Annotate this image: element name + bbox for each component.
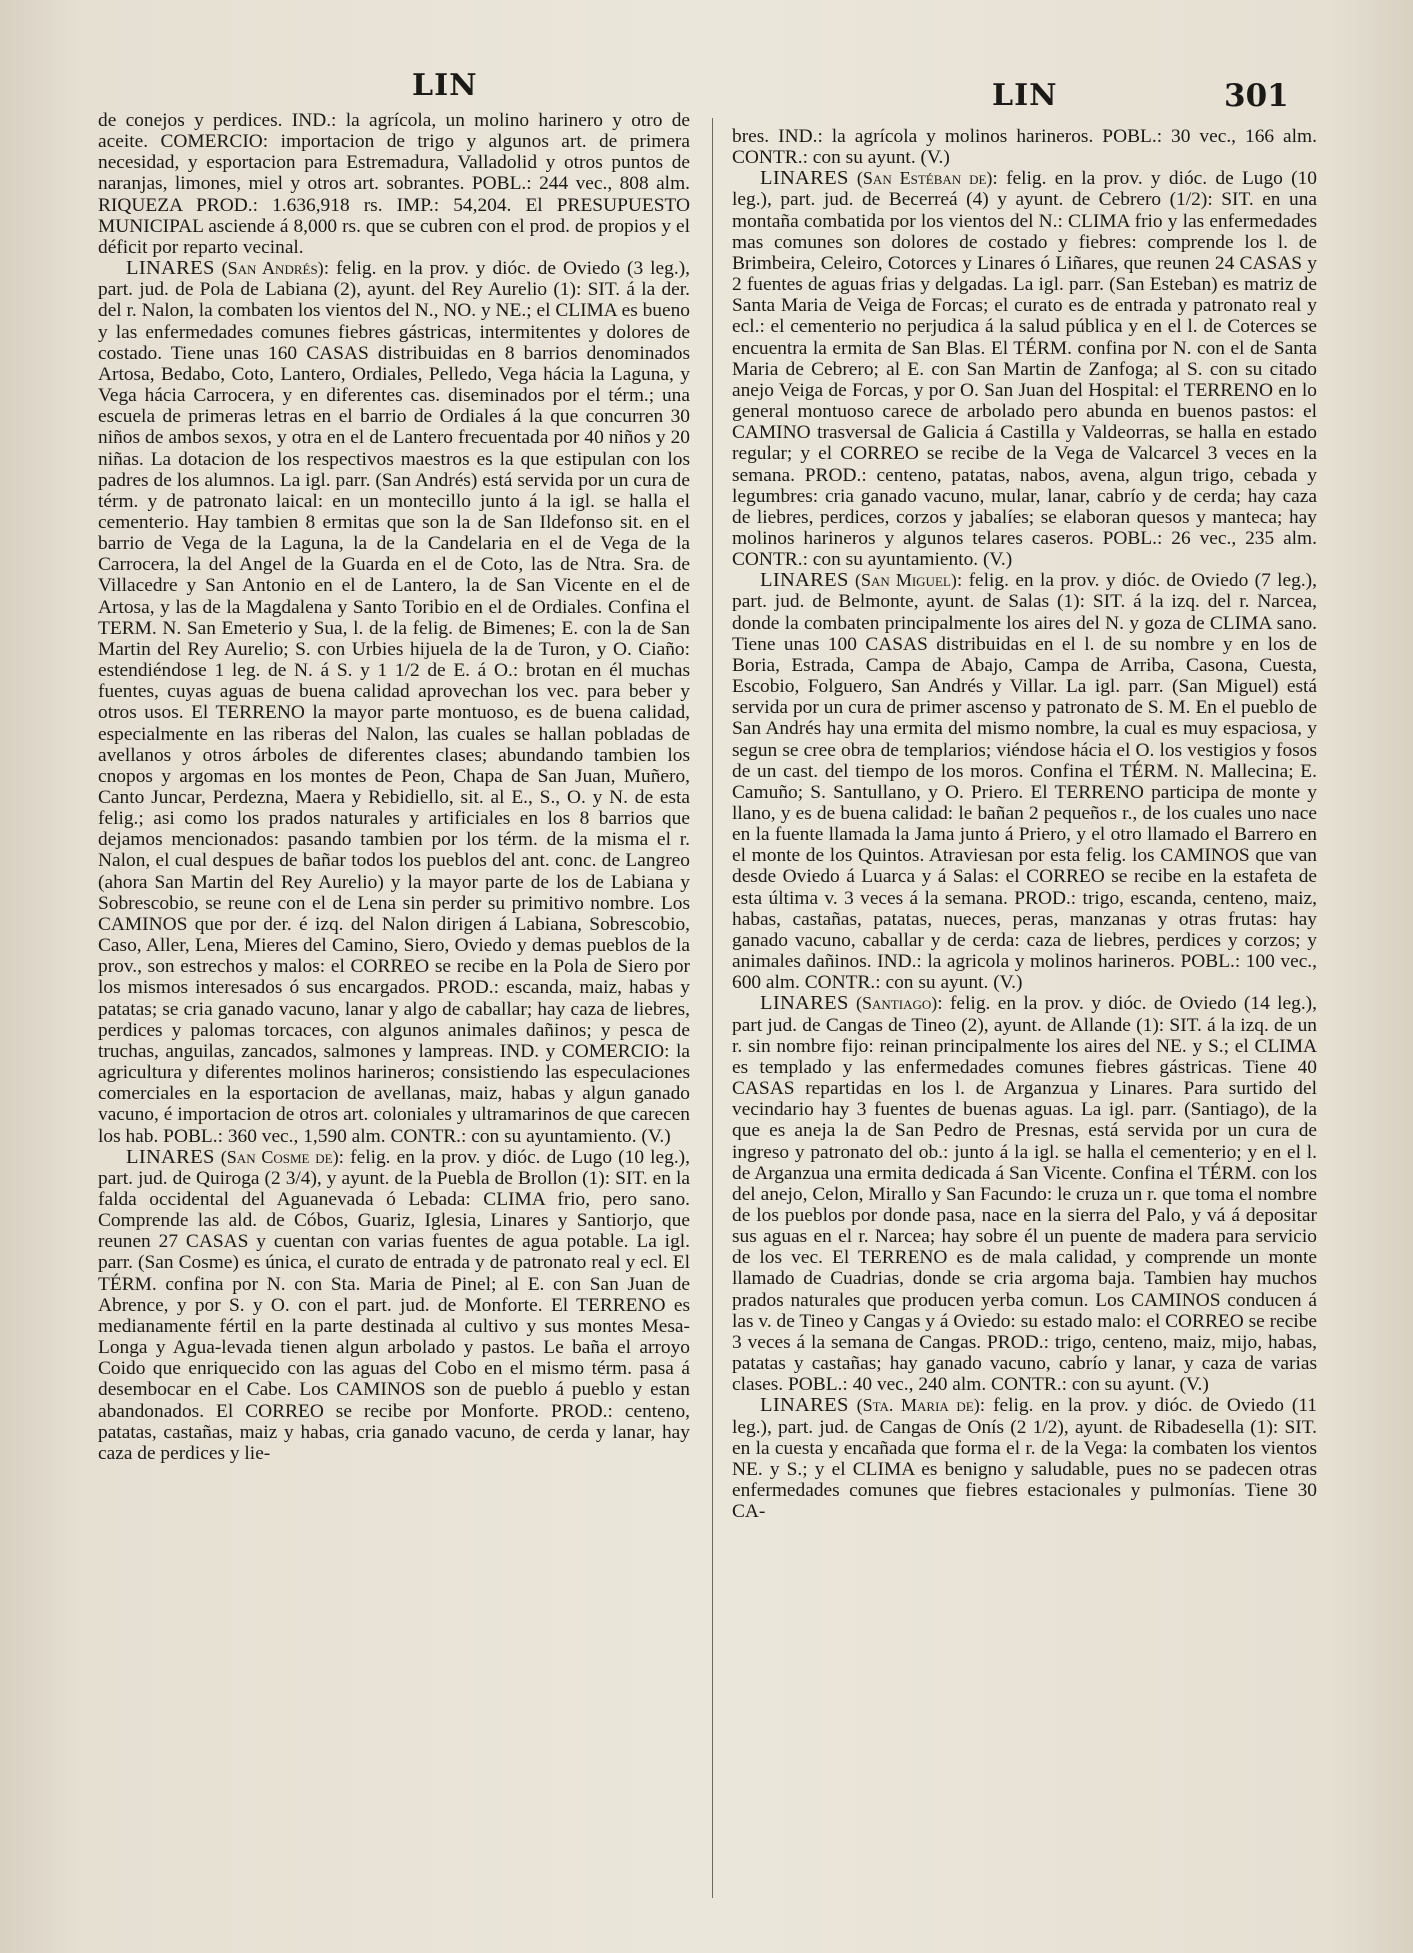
entry-subtitle: (San Miguel) [855,570,957,591]
entry-body: : felig. en la prov. y dióc. de Lugo (10 leg.), part. jud. de Quiroga (2 3/4), y ayunt. de la Puebla de Brollon (1): SIT. en la falda occidental del Aguanevada ó Lebada: CLIMA frio, pero sano. Comprende las ald. de Cóbos, Guariz, Iglesia, Linares y Santiorjo, que reunen 27 CASAS y cuentan con varias fuentes de agua potable. La igl. parr. (San Cosme) es única, el curato de entrada y de patronato real y ecl. El TÉRM. confina por N. con Sta. Maria de Pinel; al E. con San Juan de Abrence, y por S. y O. con el part. jud. de Monforte. El TERRENO es medianamente fértil en la parte destinada al cultivo y sus montes Mesa-Longa y Agua-levada tienen algun arbolado y pastos. Le baña el arroyo Coido que enriquecido con las aguas del Cobo en el mismo térm. pasa á desembocar en el Cabe. Los CAMINOS son de pueblo á pueblo y estan abandonados. El CORREO se recibe por Monforte. PROD.: centeno, patatas, castañas, maiz y habas, cria ganado vacuno, de cerda y lanar, hay caza de perdices y lie- [98,1146,690,1464]
right-running-head: LIN [992,78,1058,113]
entry-body: : felig. en la prov. y dióc. de Lugo (10 leg.), part. jud. de Becerreá (4) y ayunt. de Cebrero (1/2): SIT. en una montaña combatida por los vientos del N.: CLIMA frio y las enfermedades mas comunes son dolores de costado y fiebres: comprende los l. de Brimbeira, Celeiro, Cotorces y Linares ó Liñares, que reunen 24 CASAS y 2 fuentes de aguas frias y delgadas. La igl. parr. (San Esteban) es matriz de Santa Maria de Veiga de Forcas; el curato es de entrada y patronato real y ecl.: el cementerio no perjudica á la salud pública y en el l. de Coterces se encuentra la ermita de San Blas. El TÉRM. confina por N. con el de Santa Maria de Cebrero; al E. con San Martin de Zanfoga; al S. con su citado anejo Veiga de Forcas, y por O. San Juan del Hospital: el TERRENO en lo general montuoso carece de arbolado pero abunda en buenos pastos: el CAMINO trasversal de Galicia á Castilla y Valdeorras, se halla en estado regular; y el CORREO se recibe de la Vega de Valcarcel 3 veces en la semana. PROD.: centeno, patatas, nabos, avena, algun trigo, cebada y legumbres: cria ganado vacuno, mular, lanar, cabrío y de cerda; hay caza de liebres, perdices, corzos y jabalíes; se elaboran quesos y manteca; hay molinos harineros y algunos telares caseros. POBL.: 26 vec., 235 alm. CONTR.: con su ayuntamiento. (V.) [732,168,1317,571]
left-continuation: de conejos y perdices. IND.: la agrícola, un molino harinero y otro de aceite. COMERCIO: importacion de trigo y algunos art. de primera necesidad, y esportacion para Estremadura, Valladolid y otros puntos de naranjas, limones, miel y otros art. sobrantes. POBL.: 244 vec., 808 alm. RIQUEZA PROD.: 1.636,918 rs. IMP.: 54,204. El PRESUPUESTO MUNICIPAL asciende á 8,000 rs. que se cubren con el prod. de propios y el déficit por reparto vecinal. [98,110,690,258]
entry-body: : felig. en la prov. y dióc. de Oviedo (3 leg.), part. jud. de Pola de Labiana (2), ayunt. del Rey Aurelio (1): SIT. á la der. del r. Nalon, la combaten los vientos del N., NO. y NE.; el CLIMA es bueno y las enfermedades comunes fiebres gástricas, intermitentes y dolores de costado. Tiene unas 160 CASAS distribuidas en 8 barrios denominados Artosa, Bedabo, Coto, Lantero, Ordiales, Pelledo, Vega hácia la Laguna, y Vega hácia Carrocera, y en diferentes cas. diseminados por el térm.; una escuela de primeras letras en el barrio de Ordiales á la que concurren 30 niños de ambos sexos, y otra en el de Lantero frecuentada por 40 niños y 20 niñas. La dotacion de los respectivos maestros es la que estipulan con los padres de los alumnos. La igl. parr. (San Andrés) está servida por un cura de térm. y de patronato laical: en un montecillo junto á la igl. se halla el cementerio. Hay tambien 8 ermitas que son la de San Ildefonso sit. en el barrio de Vega de la Laguna, la de la Candelaria en el de Vega de la Carrocera, la del Angel de la Guarda en el de Coto, las de Ntra. Sra. de Villacedre y San Antonio en el de Lantero, la de San Vicente en el de Artosa, y las de la Magdalena y Santo Toribio en el de Ordiales. Confina el TERM. N. San Emeterio y Sua, l. de la felig. de Bimenes; E. con la de San Martin del Rey Aurelio; S. con Urbies hijuela de la de Turon, y O. Ciaño: estendiéndose 1 leg. de N. á S. y 1 1/2 de E. á O.: brotan en él muchas fuentes, cuyas aguas de buena calidad aprovechan los vec. para beber y otros usos. El TERRENO la mayor parte montuoso, es de buena calidad, especialmente en las riberas del Nalon, las cuales se hallan pobladas de avellanos y otros árboles de diferentes clases; abundando tambien los cnopos y argomas en los montes de Peon, Chapa de San Juan, Muñero, Canto Juncar, Perdezna, Maera y Rebidiello, sit. al E., S., O. y N. de esta felig.; asi como los prados naturales y artificiales en los 8 barrios que dejamos mencionados: pasando tambien por los térm. de la misma el r. Nalon, el cual despues de bañar todos los pueblos del ant. conc. de Langreo (ahora San Martin del Rey Aurelio) y la mayor parte de los de Labiana y Sobrescobio, se reune con el de Lena sin perder su primitivo nombre. Los CAMINOS que por der. é izq. del Nalon dirigen á Labiana, Sobrescobio, Caso, Aller, Lena, Mieres del Camino, Siero, Oviedo y demas pueblos de la prov., son estrechos y malos: el CORREO se recibe en la Pola de Siero por los mismos interesados ó sus encargados. PROD.: escanda, maiz, habas y patatas; se cria ganado vacuno, lanar y algo de caballar; hay caza de liebres, perdices y palomas torcaces, con algunos animales dañinos; y pesca de truchas, anguilas, zancados, salmones y lampreas. IND. y COMERCIO: la agricultura y diferentes molinos harineros; consistiendo las especulaciones comerciales en la esportacion de avellanas, maiz, habas y algun ganado vacuno, é importacion de otros art. coloniales y ultramarinos de que carecen los hab. POBL.: 360 vec., 1,590 alm. CONTR.: con su ayuntamiento. (V.) [98,258,690,1147]
entry-subtitle: (Sta. Maria de) [856,1395,980,1416]
entry-subtitle: (San Estéban de) [856,168,993,189]
entry-body: : felig. en la prov. y dióc. de Oviedo (7 leg.), part. jud. de Belmonte, ayunt. de Salas (1): SIT. á la izq. del r. Narcea, donde la combaten principalmente los aires del N. y goza de CLIMA sano. Tiene unas 100 CASAS distribuidas en el l. de su nombre y en los de Boria, Estrada, Campa de Abajo, Campa de Arriba, Casona, Cuesta, Escobio, Folguero, San Andrés y Villar. La igl. parr. (San Miguel) está servida por un cura de primer ascenso y patronato de S. M. En el pueblo de San Andrés hay una ermita del mismo nombre, la cual es muy espaciosa, y segun se cree obra de templarios; viéndose hácia el O. los vestigios y fosos de un cast. del tiempo de los moros. Confina el TÉRM. N. Mallecina; E. Camuño; S. Santullano, y O. Priero. El TERRENO participa de monte y llano, y es de buena calidad: le bañan 2 pequeños r., de los cuales uno nace en la fuente llamada la Jama junto á Priero, y el otro llamado el Barrero en el monte de los Quintos. Atraviesan por esta felig. los CAMINOS que van desde Oviedo á Luarca y á Salas: el CORREO se recibe en la estafeta de esta última v. 3 veces á la semana. PROD.: trigo, escanda, centeno, maiz, habas, castañas, patatas, nueces, peras, manzanas y otras frutas: hay ganado vacuno, caballar y de cerda: caza de liebres, perdices y corzos; y animales dañinos. IND.: la agricola y molinos harineros. POBL.: 100 vec., 600 alm. CONTR.: con su ayunt. (V.) [732,570,1317,994]
entry-san-andres [98,258,690,1147]
entry-san-esteban [732,168,1317,570]
entry-headword: LINARES [760,569,849,592]
entry-body: : felig. en la prov. y dióc. de Oviedo (11 leg.), part. jud. de Cangas de Onís (2 1/2), ayunt. de Ribadesella (1): SIT. en la cuesta y encañada que forma el r. de la Vega: la combaten los vientos NE. y S.; y el CLIMA es benigno y saludable, pues no se padecen otras enfermedades comunes que fiebres estacionales y pulmonías. Tiene 30 CA- [732,1395,1317,1523]
entry-headword: LINARES [126,257,215,280]
entry-subtitle: (Santiago) [856,993,938,1014]
right-continuation: bres. IND.: la agrícola y molinos harineros. POBL.: 30 vec., 166 alm. CONTR.: con su ayunt. (V.) [732,126,1317,169]
entry-santiago [732,993,1317,1395]
entry-headword: LINARES [760,1394,849,1417]
running-header [0,68,1413,114]
entry-san-miguel [732,570,1317,993]
entry-subtitle: (San Andrés) [221,258,324,279]
entry-san-cosme [98,1147,690,1464]
right-column [732,126,1317,1936]
column-divider [712,118,713,1898]
entry-headword: LINARES [760,992,849,1015]
left-column [98,110,690,1920]
entry-headword: LINARES [760,167,849,190]
entry-headword: LINARES [126,1145,215,1168]
entry-subtitle: (San Cosme de) [220,1146,339,1167]
left-running-head: LIN [412,68,478,103]
page-number: 301 [1224,78,1289,114]
entry-body: : felig. en la prov. y dióc. de Oviedo (14 leg.), part jud. de Cangas de Tineo (2), ayunt. de Allande (1): SIT. á la izq. de un r. sin nombre fijo: reinan principalmente los aires del NE. y S.; el CLIMA es templado y las enfermedades comunes fiebres gástricas. Tiene 40 CASAS repartidas en los l. de Arganzua y Linares. Para surtido del vecindario hay 3 fuentes de buenas aguas. La igl. parr. (Santiago), de la que es aneja la de San Pedro de Presnas, está servida por un cura de ingreso y patronato del ob.: junto á la igl. se halla el cementerio; y en el l. de Arganzua una ermita dedicada á San Vicente. Confina el TÉRM. con los del anejo, Celon, Mirallo y San Facundo: le cruza un r. que toma el nombre de los pueblos por donde pasa, nace en la sierra del Palo, y vá á depositar sus aguas en el r. Narcea; hay sobre él un puente de madera para servicio de los vec. El TERRENO es de mala calidad, y comprende un monte llamado de Cuadrias, donde se cria argoma baja. Tambien hay muchos prados naturales que producen yerba comun. Los CAMINOS conducen á las v. de Tineo y Cangas y á Oviedo: su estado malo: el CORREO se recibe 3 veces á la semana de Cangas. PROD.: trigo, centeno, maiz, mijo, habas, patatas y castañas; hay ganado vacuno, cabrío y lanar, y caza de varias clases. POBL.: 40 vec., 240 alm. CONTR.: con su ayunt. (V.) [732,993,1317,1396]
entry-sta-maria [732,1395,1317,1522]
